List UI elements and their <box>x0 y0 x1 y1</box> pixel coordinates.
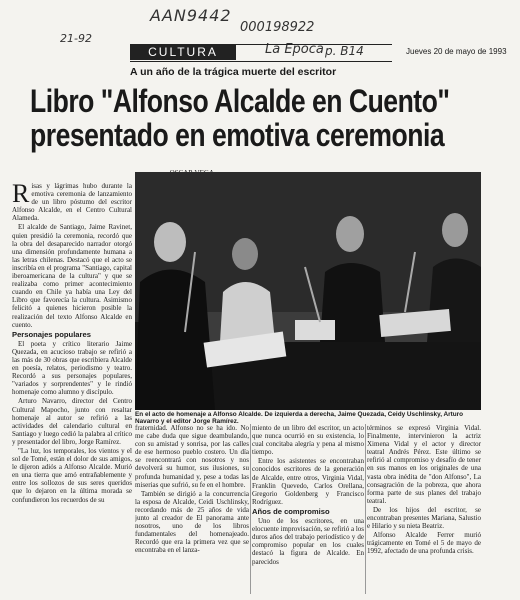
kicker: A un año de la trágica muerte del escritor <box>130 66 337 78</box>
article-column-2 <box>135 424 249 596</box>
headline-line-2: presentado en emotiva ceremonia <box>30 117 445 153</box>
handwritten-newspaper-name: La Epoca <box>265 42 324 57</box>
intro-paragraph <box>12 179 132 223</box>
dropcap: R <box>12 179 30 208</box>
column-divider <box>250 424 251 594</box>
article-column-4 <box>367 424 481 596</box>
handwritten-record-number: 000198922 <box>240 20 315 35</box>
body-paragraph: "La luz, los temporales, los vientos y el sol de Tomé, están el dolor de sus amigos, le dijeron adiós a Alfonso Alcalde. Murió en una tierra que amó entrañablemente y entre los sollozos de sus seres queridos que lo dejaron en la última morada se confundieron los recuerdos de su <box>12 447 132 504</box>
section-label: CULTURA <box>130 44 236 60</box>
intro-text: isas y lágrimas hubo durante la emotiva ceremonia de lanzamiento de un libro póstumo del escritor Alfonso Alcalde, en el Centro Cultural Alameda. <box>12 182 132 223</box>
photo-caption: En el acto de homenaje a Alfonso Alcalde. De izquierda a derecha, Jaime Quezada, Ceidy Uschlinsky, Arturo Navarro y el editor Jorge Ramírez. <box>135 411 464 426</box>
handwritten-page-ref: p. B14 <box>325 44 364 58</box>
article-column-3 <box>252 424 364 596</box>
body-paragraph: Arturo Navarro, director del Centro Cultural Mapocho, junto con resaltar homenaje al autor se refirió a las actividades del calendario cultural en Santiago y luego cedió la palabra al crítico y presentador del libro, Jorge Ramírez. <box>12 397 132 446</box>
body-paragraph: términos se expresó Virginia Vidal. Finalmente, intervinieron la actriz Ximena Vidal y el actor y director teatral Andrés Pérez. Este último se refirió al compromiso y desafío de tener en sus manos en los originales de una vasta obra inédita de "don Alfonso", La consagración de la pobreza, que ahora forma parte de sus planes del trabajo teatral. <box>367 424 481 505</box>
body-paragraph: El poeta y crítico literario Jaime Quezada, en acucioso trabajo se refirió a las más de 30 obras que escribiera Alcalde en poesía, relatos, periodismo y teatro. Recordó a sus personajes populares, "variados y sorprendentes" y le rindió homenaje como alumno y discípulo. <box>12 339 132 397</box>
photo-illustration <box>135 172 481 410</box>
article-column-1 <box>12 172 132 592</box>
headline <box>30 83 450 153</box>
subhead-personajes: Personajes populares <box>12 329 91 339</box>
body-paragraph: Alfonso Alcalde Ferrer murió trágicamente en Tomé el 5 de mayo de 1992, afectado de una profunda crisis. <box>367 531 481 556</box>
dateline: Jueves 20 de mayo de 1993 <box>406 47 507 56</box>
event-photo <box>135 172 481 410</box>
body-paragraph: Entre los asistentes se encontraban conocidos escritores de la generación de Alcalde, entre otros, Virginia Vidal, Franklin Quevedo, Carlos Orellana, Gregorio Goldenberg y Francisco Rodríguez. <box>252 457 364 506</box>
headline-line-1: Libro "Alfonso Alcalde en Cuento" <box>30 83 450 119</box>
body-paragraph: Uno de los escritores, en una elocuente improvisación, se refirió a los duros años del trabajo periodístico y de compromiso popular en los cuales destacó la figura de Alcalde. En parecidos <box>252 517 364 566</box>
body-paragraph: De los hijos del escritor, se encontraban presentes Mariana, Salustio e Hilario y su nieta Beatriz. <box>367 505 481 531</box>
column-divider <box>365 424 366 594</box>
handwritten-date-note: 21-92 <box>60 32 92 45</box>
handwritten-archive-code: AAN9442 <box>150 6 232 25</box>
subhead-compromiso: Años de compromiso <box>252 506 330 516</box>
body-paragraph: El alcalde de Santiago, Jaime Ravinet, quien presidió la ceremonia, recordó que la obra del desaparecido narrador otorgó una dimensión profundamente humana a las letras chilenas. Destacó que el acto se inscribía en el programa "Santiago, capital iberoamericana de la cultura" y que se realizaba como primer acontecimiento cuando en Chile ya había una Ley del Libro que favorecía la cultura. Asimismo felicitó a quienes hicieron posible la realización del texto Alfonso Alcalde en cuento. <box>12 223 132 329</box>
body-paragraph: fraternidad. Alfonso no se ha ido. No me cabe duda que sigue deambulando, con su amistad y sonrisa, por las calles de ese hermoso pueblo costero. Un día se reencontrará con nosotros y nos devolverá su humor, sus ilusiones, su profunda humanidad y, pese a todas las miserias que sufrió, su fe en el hombre. <box>135 424 249 489</box>
body-paragraph: miento de un libro del escritor, un acto que nunca ocurrió en su existencia, lo cual concitaba alegría y pena al mismo tiempo. <box>252 424 364 457</box>
body-paragraph: También se dirigió a la concurrencia la esposa de Alcalde, Ceidi Uschlinsky, recordando más de 25 años de vida junto al creador de El panorama ante nosotros, uno de los libros fundamentales del homenajeado. Recordó que era la primera vez que se encontraba en el lanza- <box>135 489 249 555</box>
